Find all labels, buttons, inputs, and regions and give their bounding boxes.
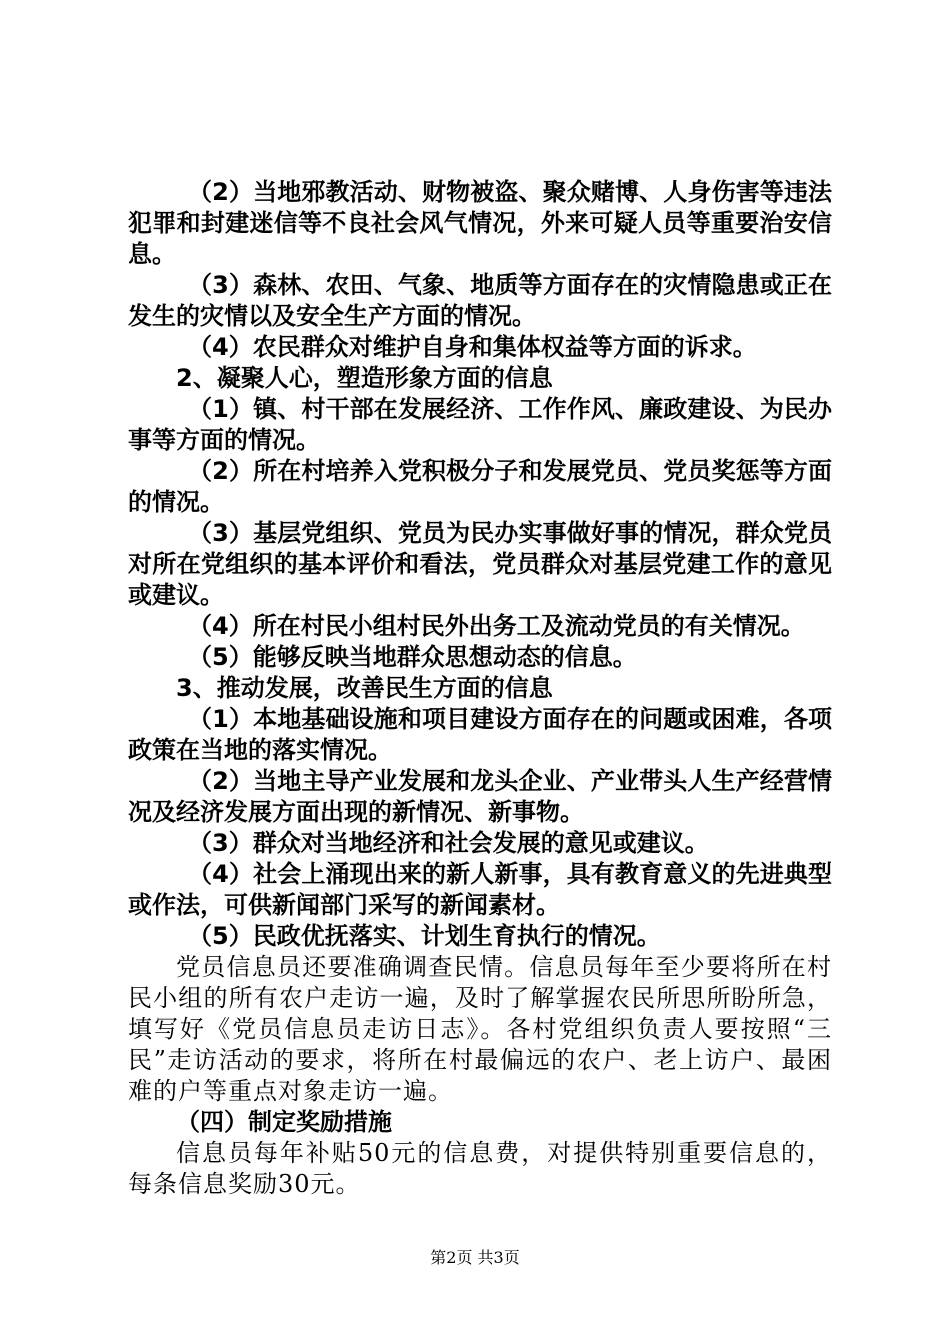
paragraph-item-1-2: （1）镇、村干部在发展经济、工作作风、廉政建设、为民办事等方面的情况。 [128,395,832,454]
paragraph-item-2-2: （2）所在村培养入党积极分子和发展党员、党员奖惩等方面的情况。 [128,457,832,516]
section-heading-2: 2、凝聚人心，塑造形象方面的信息 [176,364,553,392]
paragraph-item-5-3: （5）民政优抚落实、计划生育执行的情况。 [188,922,661,950]
paragraph-item-3-3: （3）群众对当地经济和社会发展的意见或建议。 [188,829,709,857]
page-number-footer: 第2页 共3页 [430,1248,520,1267]
paragraph-survey: 党员信息员还要准确调查民情。信息员每年至少要将所在村民小组的所有农户走访一遍，及时了解掌握农民所思所盼所急，填写好《党员信息员走访日志》。各村党组织负责人要按照“三民”走访活动的要求，将所在村最偏远的农户、老上访户、最困难的户等重点对象走访一遍。 [128,953,832,1105]
paragraph-item-4-1: （4）农民群众对维护自身和集体权益等方面的诉求。 [188,333,757,361]
paragraph-item-2-3: （2）当地主导产业发展和龙头企业、产业带头人生产经营情况及经济发展方面出现的新情况、新事物。 [128,767,832,826]
section-heading-3: 3、推动发展，改善民生方面的信息 [176,674,553,702]
document-body [128,177,832,1200]
paragraph-item-3-2: （3）基层党组织、党员为民办实事做好事的情况，群众党员对所在党组织的基本评价和看法，党员群众对基层党建工作的意见或建议。 [128,519,832,609]
paragraph-item-1-3: （1）本地基础设施和项目建设方面存在的问题或困难，各项政策在当地的落实情况。 [128,705,832,764]
paragraph-item-3-1: （3）森林、农田、气象、地质等方面存在的灾情隐患或正在发生的灾情以及安全生产方面的情况。 [128,271,832,330]
paragraph-item-5-2: （5）能够反映当地群众思想动态的信息。 [188,643,637,671]
paragraph-item-4-3: （4）社会上涌现出来的新人新事，具有教育意义的先进典型或作法，可供新闻部门采写的新闻素材。 [128,860,832,919]
paragraph-item-2-1: （2）当地邪教活动、财物被盗、聚众赌博、人身伤害等违法犯罪和封建迷信等不良社会风气情况，外来可疑人员等重要治安信息。 [128,178,832,268]
section-heading-reward: （四）制定奖励措施 [176,1108,392,1136]
paragraph-item-4-2: （4）所在村民小组村民外出务工及流动党员的有关情况。 [188,612,805,640]
paragraph-reward: 信息员每年补贴50元的信息费，对提供特别重要信息的，每条信息奖励30元。 [128,1139,832,1198]
